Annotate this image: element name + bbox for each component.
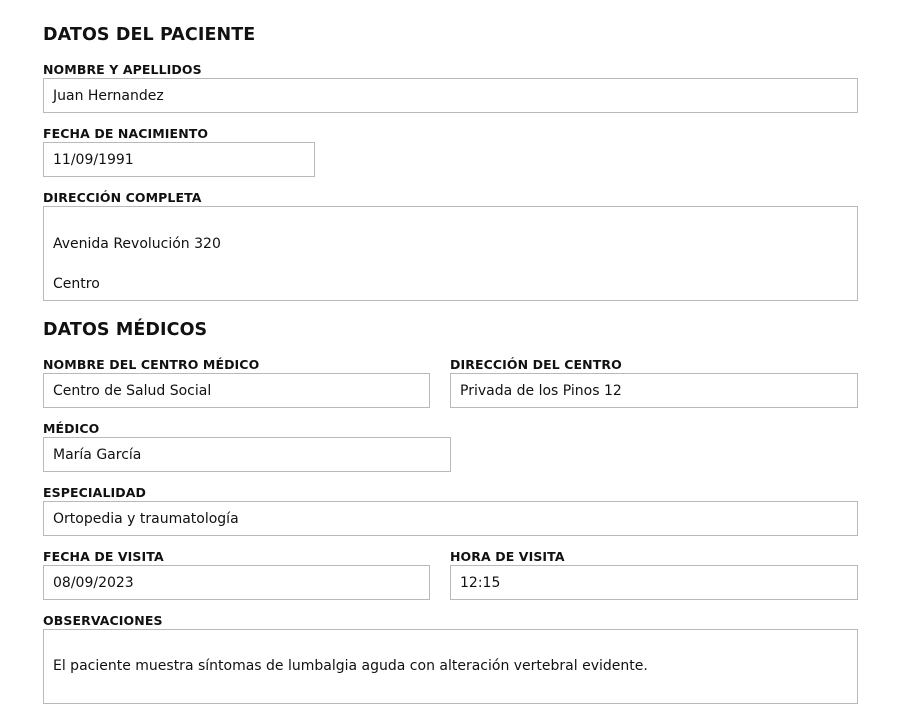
birthdate-label: FECHA DE NACIMIENTO [43,126,209,141]
observations-label: OBSERVACIONES [43,613,163,628]
observations-line: El paciente muestra síntomas de lumbalgia aguda con alteración vertebral evidente. [53,658,648,674]
visit-date-label: FECHA DE VISITA [43,549,164,564]
visit-time-field[interactable]: 12:15 [450,565,858,600]
patient-section-title: DATOS DEL PACIENTE [43,25,256,45]
doctor-label: MÉDICO [43,421,100,436]
address-line: Centro [53,276,100,292]
address-label: DIRECCIÓN COMPLETA [43,190,202,205]
center-address-label: DIRECCIÓN DEL CENTRO [450,357,622,372]
center-address-field[interactable]: Privada de los Pinos 12 [450,373,858,408]
visit-date-field[interactable]: 08/09/2023 [43,565,430,600]
address-field[interactable] [43,206,858,301]
medical-section-title: DATOS MÉDICOS [43,320,208,340]
specialty-label: ESPECIALIDAD [43,485,146,500]
birthdate-field[interactable]: 11/09/1991 [43,142,315,177]
visit-time-label: HORA DE VISITA [450,549,565,564]
name-field[interactable]: Juan Hernandez [43,78,858,113]
name-label: NOMBRE Y APELLIDOS [43,62,202,77]
center-name-field[interactable]: Centro de Salud Social [43,373,430,408]
observations-blank-line [53,696,848,704]
doctor-field[interactable]: María García [43,437,451,472]
specialty-field[interactable]: Ortopedia y traumatología [43,501,858,536]
address-line: Avenida Revolución 320 [53,236,221,252]
center-name-label: NOMBRE DEL CENTRO MÉDICO [43,357,260,372]
observations-field[interactable] [43,629,858,704]
